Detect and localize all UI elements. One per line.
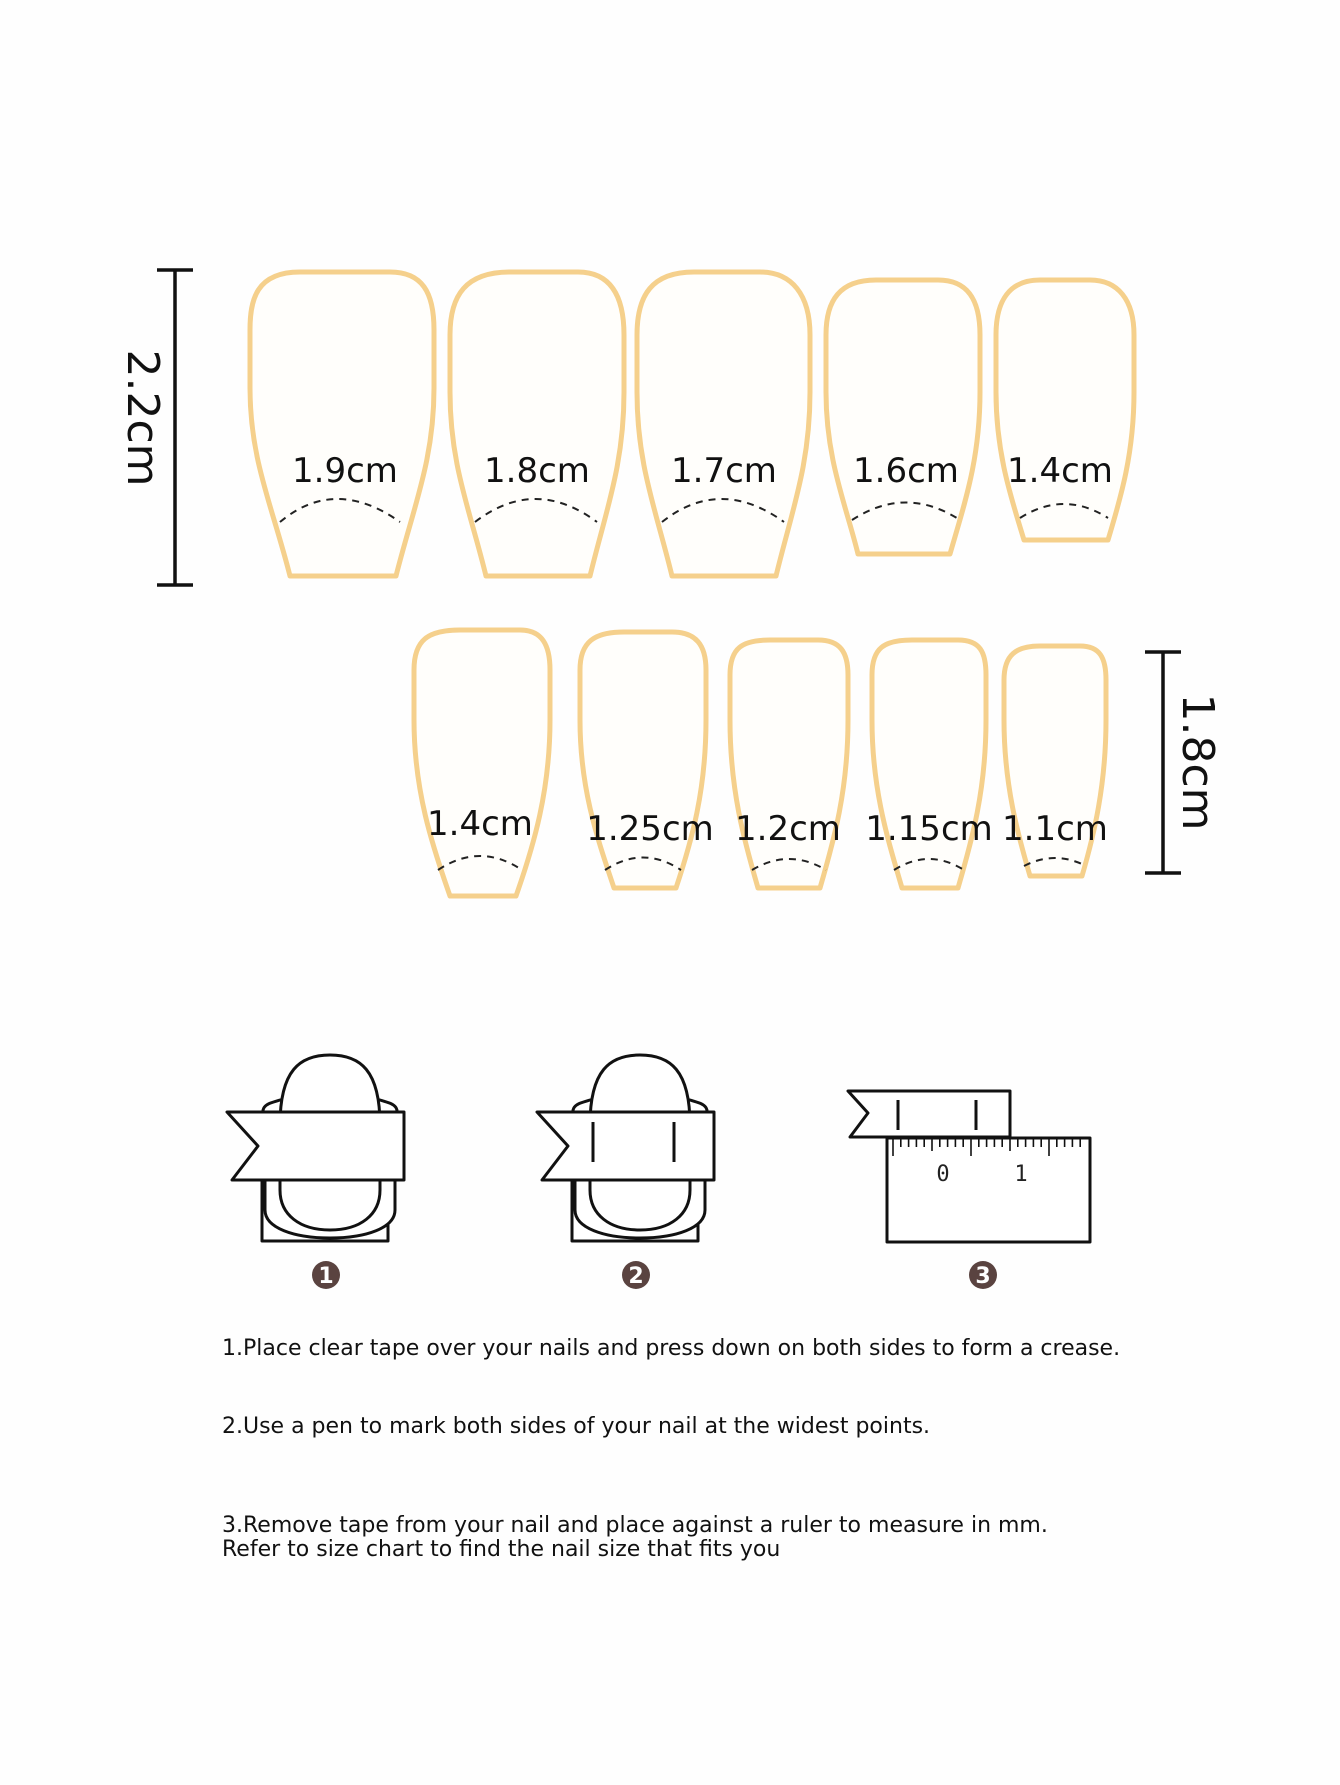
nail-bottom-1 — [414, 630, 550, 896]
nail-bottom-5 — [1002, 646, 1108, 876]
tape-strip — [848, 1091, 1010, 1137]
nail-top-1 — [250, 272, 434, 576]
instruction-step-3-note: Refer to size chart to find the nail size that fits you — [222, 1537, 781, 1562]
nail-row-top — [250, 272, 1134, 576]
nail-top-3 — [637, 272, 810, 576]
step-2-illustration — [537, 1055, 714, 1241]
nail-size-label: 1.7cm — [671, 451, 777, 491]
nail-size-label: 1.1cm — [1002, 809, 1108, 849]
length-dimension-bottom — [1145, 652, 1223, 873]
ruler-label: 1 — [1014, 1162, 1028, 1187]
nail-size-label: 1.8cm — [484, 451, 590, 491]
ruler — [887, 1138, 1090, 1242]
length-label-bottom: 1.8cm — [1172, 693, 1223, 831]
step-badge-2 — [622, 1261, 650, 1289]
nail-size-label: 1.4cm — [427, 804, 533, 844]
step-3-illustration — [848, 1091, 1090, 1242]
nail-size-label: 1.25cm — [586, 809, 714, 849]
length-dimension-top — [117, 270, 193, 585]
instruction-step-1: 1.Place clear tape over your nails and press down on both sides to form a crease. — [222, 1336, 1121, 1361]
nail-size-label: 1.15cm — [865, 809, 993, 849]
ruler-label: 0 — [936, 1162, 950, 1187]
length-label-top: 2.2cm — [117, 349, 168, 487]
nail-bottom-3 — [730, 640, 848, 888]
step-badge-number: 2 — [628, 1264, 644, 1289]
nail-top-2 — [450, 272, 624, 576]
nail-size-label: 1.6cm — [853, 451, 959, 491]
nail-top-5 — [996, 280, 1134, 540]
nail-top-4 — [826, 280, 980, 554]
step-badge-1 — [312, 1261, 340, 1289]
nail-bottom-4 — [865, 640, 993, 888]
step-1-illustration — [227, 1055, 404, 1241]
step-badge-number: 1 — [318, 1264, 334, 1289]
nail-size-label: 1.4cm — [1007, 451, 1113, 491]
step-badge-3 — [969, 1261, 997, 1289]
instruction-step-2: 2.Use a pen to mark both sides of your nail at the widest points. — [222, 1414, 931, 1439]
nail-size-label: 1.9cm — [292, 451, 398, 491]
step-badge-number: 3 — [975, 1264, 991, 1289]
nail-row-bottom — [414, 630, 1108, 896]
nail-bottom-2 — [580, 632, 714, 888]
nail-size-label: 1.2cm — [735, 809, 841, 849]
instruction-step-3: 3.Remove tape from your nail and place against a ruler to measure in mm. — [222, 1513, 1048, 1538]
